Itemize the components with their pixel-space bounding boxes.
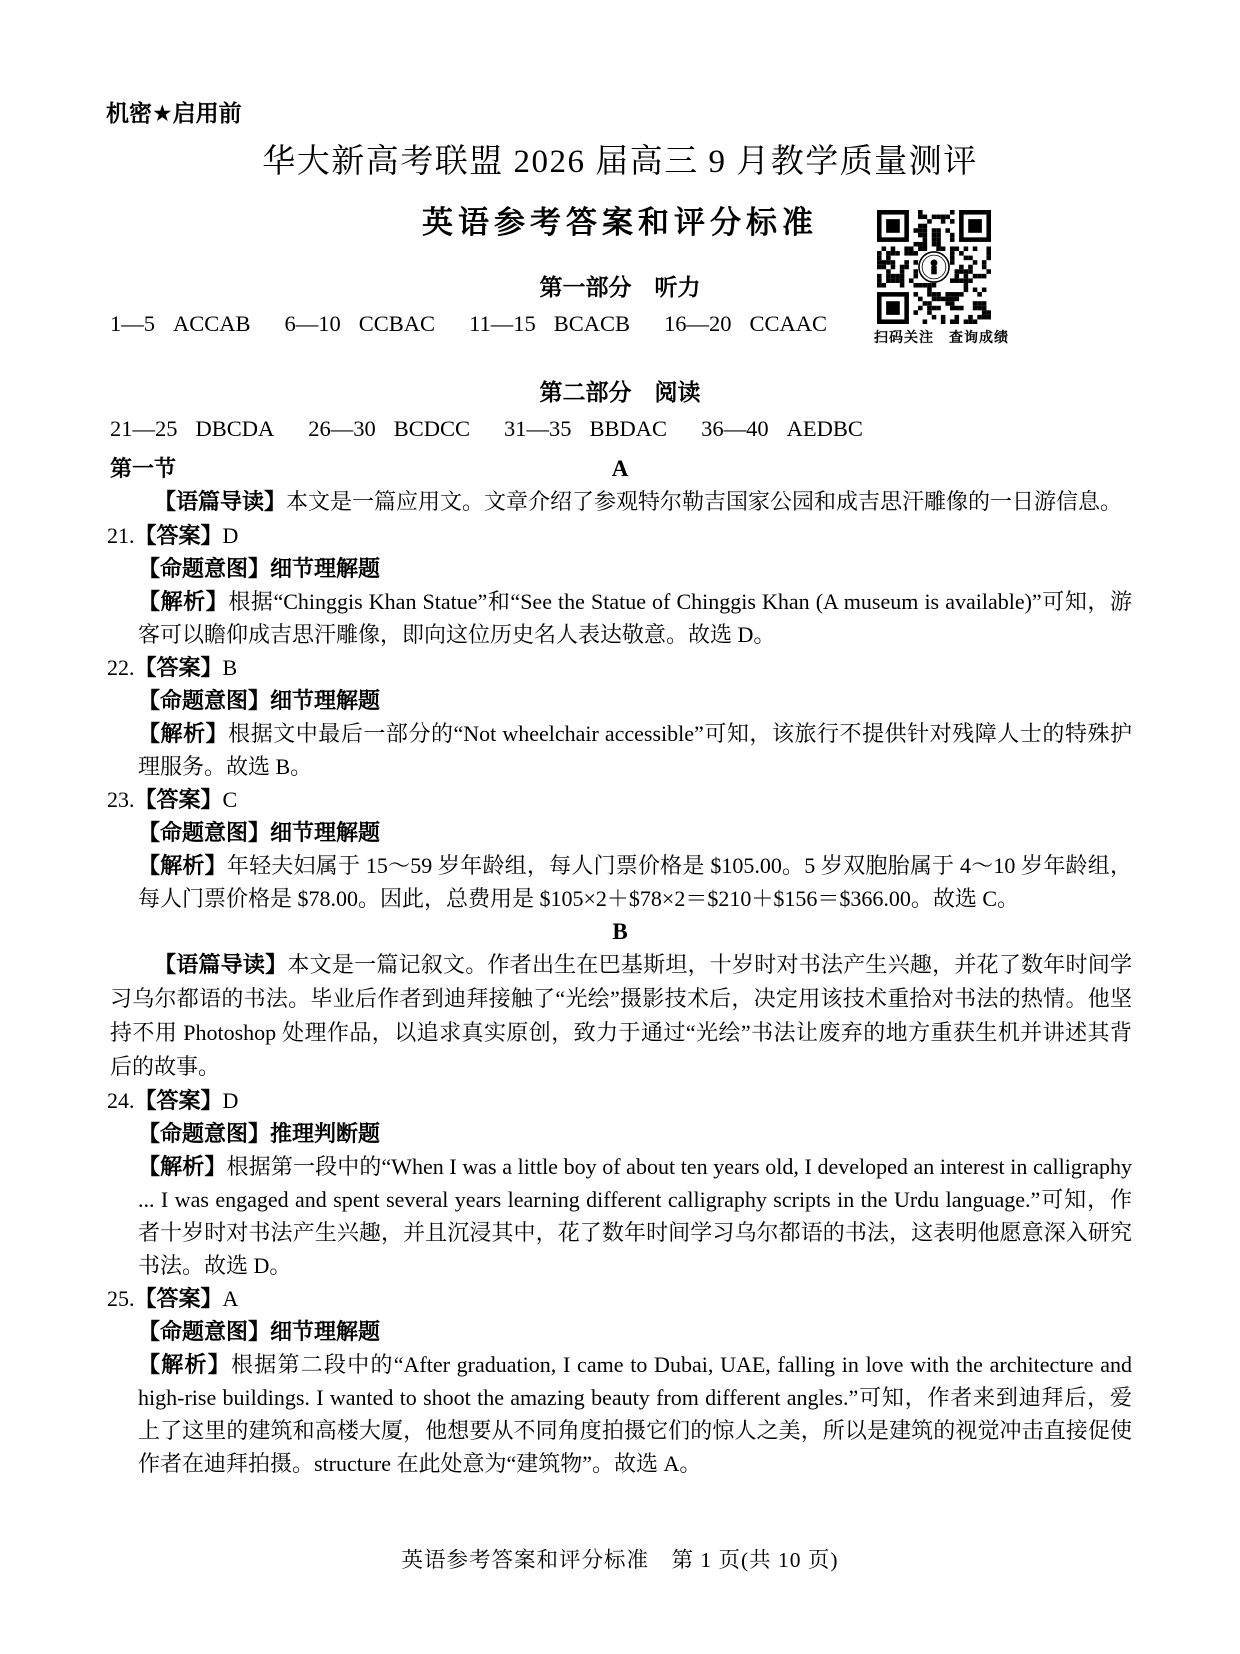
question-range: 21—25 <box>110 416 178 441</box>
intent-text: 细节理解题 <box>270 1319 381 1344</box>
intro-label: 【语篇导读】 <box>154 952 288 977</box>
classification-label: 机密★启用前 <box>106 100 242 126</box>
intent-label: 【命题意图】 <box>138 688 271 713</box>
intent-label: 【命题意图】 <box>138 1121 271 1146</box>
qr-block <box>874 210 1009 347</box>
question-number: 23. <box>107 787 135 812</box>
answer-group <box>285 309 436 339</box>
answer-letters: CCBAC <box>358 311 436 336</box>
answer-group <box>701 414 863 444</box>
intent-label: 【命题意图】 <box>138 820 271 845</box>
intro-text: 本文是一篇记叙文。作者出生在巴基斯坦，十岁时对书法产生兴趣，并花了数年时间学习乌尔都语的书法。毕业后作者到迪拜接触了“光绘”摄影技术后，决定用该技术重拾对书法的热情。他坚持不用 Photoshop 处理作品，以追求真实原创，致力于通过“光绘”书法让废弃的地方重获生机并讲述其背后的故事。 <box>110 952 1132 1079</box>
intent-text: 细节理解题 <box>270 556 381 581</box>
intent-text: 细节理解题 <box>270 688 381 713</box>
analysis-label: 【解析】 <box>138 1352 231 1377</box>
question-21 <box>107 519 1132 651</box>
page-title: 华大新高考联盟 2026 届高三 9 月教学质量测评 <box>262 144 978 180</box>
intent-label: 【命题意图】 <box>138 1319 271 1344</box>
answer-letters: BCACB <box>553 311 631 336</box>
page-footer: 英语参考答案和评分标准 第 1 页(共 10 页) <box>401 1548 839 1572</box>
analysis-text: 根据第二段中的“After graduation, I came to Dubai, UAE, falling in love with the architecture and high-rise buildings. I wanted to shoot the amazing beauty from different angles.”可知，作者来到迪拜后，爱上了这里的建筑和高楼大厦，他想要从不同角度拍摄它们的惊人之美，所以是建筑的视觉冲击直接促使作者在迪拜拍摄。structure 在此处意为“建筑物”。故选 A。 <box>138 1352 1132 1476</box>
answer-letter: D <box>222 523 239 548</box>
passage-b-intro <box>110 948 1132 1084</box>
answer-label: 【答案】 <box>134 655 223 680</box>
analysis-paragraph <box>138 717 1132 783</box>
question-22 <box>107 651 1132 783</box>
question-24 <box>107 1084 1132 1282</box>
answer-line <box>107 519 1132 552</box>
question-range: 26—30 <box>308 416 376 441</box>
answer-letters: ACCAB <box>173 311 251 336</box>
question-range: 11—15 <box>469 311 536 336</box>
intent-line <box>138 1117 1132 1150</box>
analysis-label: 【解析】 <box>138 853 227 878</box>
question-number: 21. <box>107 523 135 548</box>
passage-a-intro <box>110 485 1132 519</box>
question-range: 16—20 <box>664 311 732 336</box>
part2-answers <box>110 414 1240 444</box>
answer-letter: B <box>222 655 238 680</box>
answer-line <box>107 1282 1132 1315</box>
question-range: 31—35 <box>504 416 572 441</box>
passage-a-letter: A <box>611 456 629 481</box>
answer-line <box>107 1084 1132 1117</box>
intent-line <box>138 684 1132 717</box>
part2-heading: 第二部分 阅读 <box>539 379 701 405</box>
question-25 <box>107 1282 1132 1480</box>
answer-letter: D <box>222 1088 239 1113</box>
answer-label: 【答案】 <box>134 1286 223 1311</box>
answer-letters: AEDBC <box>786 416 863 441</box>
analysis-text: 根据“Chinggis Khan Statue”和“See the Statue of Chinggis Khan (A museum is available)”可知，游客可以瞻仰成吉思汗雕像，即向这位历史名人表达敬意。故选 D。 <box>138 589 1132 647</box>
answer-group <box>504 414 667 444</box>
intent-text: 细节理解题 <box>270 820 381 845</box>
answer-line <box>107 783 1132 816</box>
analysis-paragraph <box>138 1348 1132 1480</box>
answer-letters: BCDCC <box>393 416 471 441</box>
analysis-label: 【解析】 <box>138 721 229 746</box>
answer-letter: C <box>222 787 238 812</box>
part1-answers <box>110 309 1240 339</box>
question-23 <box>107 783 1132 915</box>
answer-letter: A <box>222 1286 239 1311</box>
analysis-paragraph <box>138 585 1132 651</box>
intent-line <box>138 552 1132 585</box>
answer-group <box>110 414 274 444</box>
intent-line <box>138 1315 1132 1348</box>
answer-label: 【答案】 <box>134 787 223 812</box>
analysis-text: 年轻夫妇属于 15～59 岁年龄组，每人门票价格是 $105.00。5 岁双胞胎属于 4～10 岁年龄组，每人门票价格是 $78.00。因此，总费用是 $105×2＋$78×2＝$210＋$156＝$366.00。故选 C。 <box>138 853 1132 911</box>
intent-line <box>138 816 1132 849</box>
question-number: 24. <box>107 1088 135 1113</box>
answer-group <box>469 309 630 339</box>
answer-group <box>308 414 470 444</box>
passage-b-letter: B <box>612 919 628 944</box>
answer-group <box>110 309 251 339</box>
passage-b-letter-line <box>0 915 1240 948</box>
analysis-label: 【解析】 <box>138 1154 227 1179</box>
qr-caption: 扫码关注 查询成绩 <box>874 329 1009 345</box>
section1-line <box>110 452 1130 485</box>
analysis-text: 根据第一段中的“When I was a little boy of about ten years old, I developed an interest in calligraphy ... I was engaged and spent several years learning different calligraphy scripts in the Urdu language.”可知，作者十岁时对书法产生兴趣，并且沉浸其中，花了数年时间学习乌尔都语的书法，这表明他愿意深入研究书法。故选 D。 <box>138 1154 1132 1278</box>
answer-line <box>107 651 1132 684</box>
analysis-text: 根据文中最后一部分的“Not wheelchair accessible”可知，该旅行不提供针对残障人士的特殊护理服务。故选 B。 <box>138 721 1132 779</box>
question-number: 22. <box>107 655 135 680</box>
question-number: 25. <box>107 1286 135 1311</box>
part1-heading: 第一部分 听力 <box>539 274 701 300</box>
intent-text: 推理判断题 <box>270 1121 381 1146</box>
answer-letters: CCAAC <box>749 311 828 336</box>
answer-label: 【答案】 <box>134 523 223 548</box>
answer-letters: BBDAC <box>589 416 668 441</box>
answer-group <box>664 309 827 339</box>
question-range: 6—10 <box>284 311 341 336</box>
analysis-paragraph <box>138 1150 1132 1282</box>
answer-letters: DBCDA <box>195 416 275 441</box>
question-range: 36—40 <box>701 416 769 441</box>
question-range: 1—5 <box>110 311 155 336</box>
analysis-paragraph <box>138 849 1132 915</box>
qr-code <box>877 210 991 324</box>
answer-label: 【答案】 <box>134 1088 223 1113</box>
intro-label: 【语篇导读】 <box>154 489 287 514</box>
analysis-label: 【解析】 <box>138 589 229 614</box>
section1-label: 第一节 <box>110 456 177 481</box>
intent-label: 【命题意图】 <box>138 556 271 581</box>
intro-text: 本文是一篇应用文。文章介绍了参观特尔勒吉国家公园和成吉思汗雕像的一日游信息。 <box>286 489 1123 514</box>
page-subtitle: 英语参考答案和评分标准 <box>422 205 818 240</box>
